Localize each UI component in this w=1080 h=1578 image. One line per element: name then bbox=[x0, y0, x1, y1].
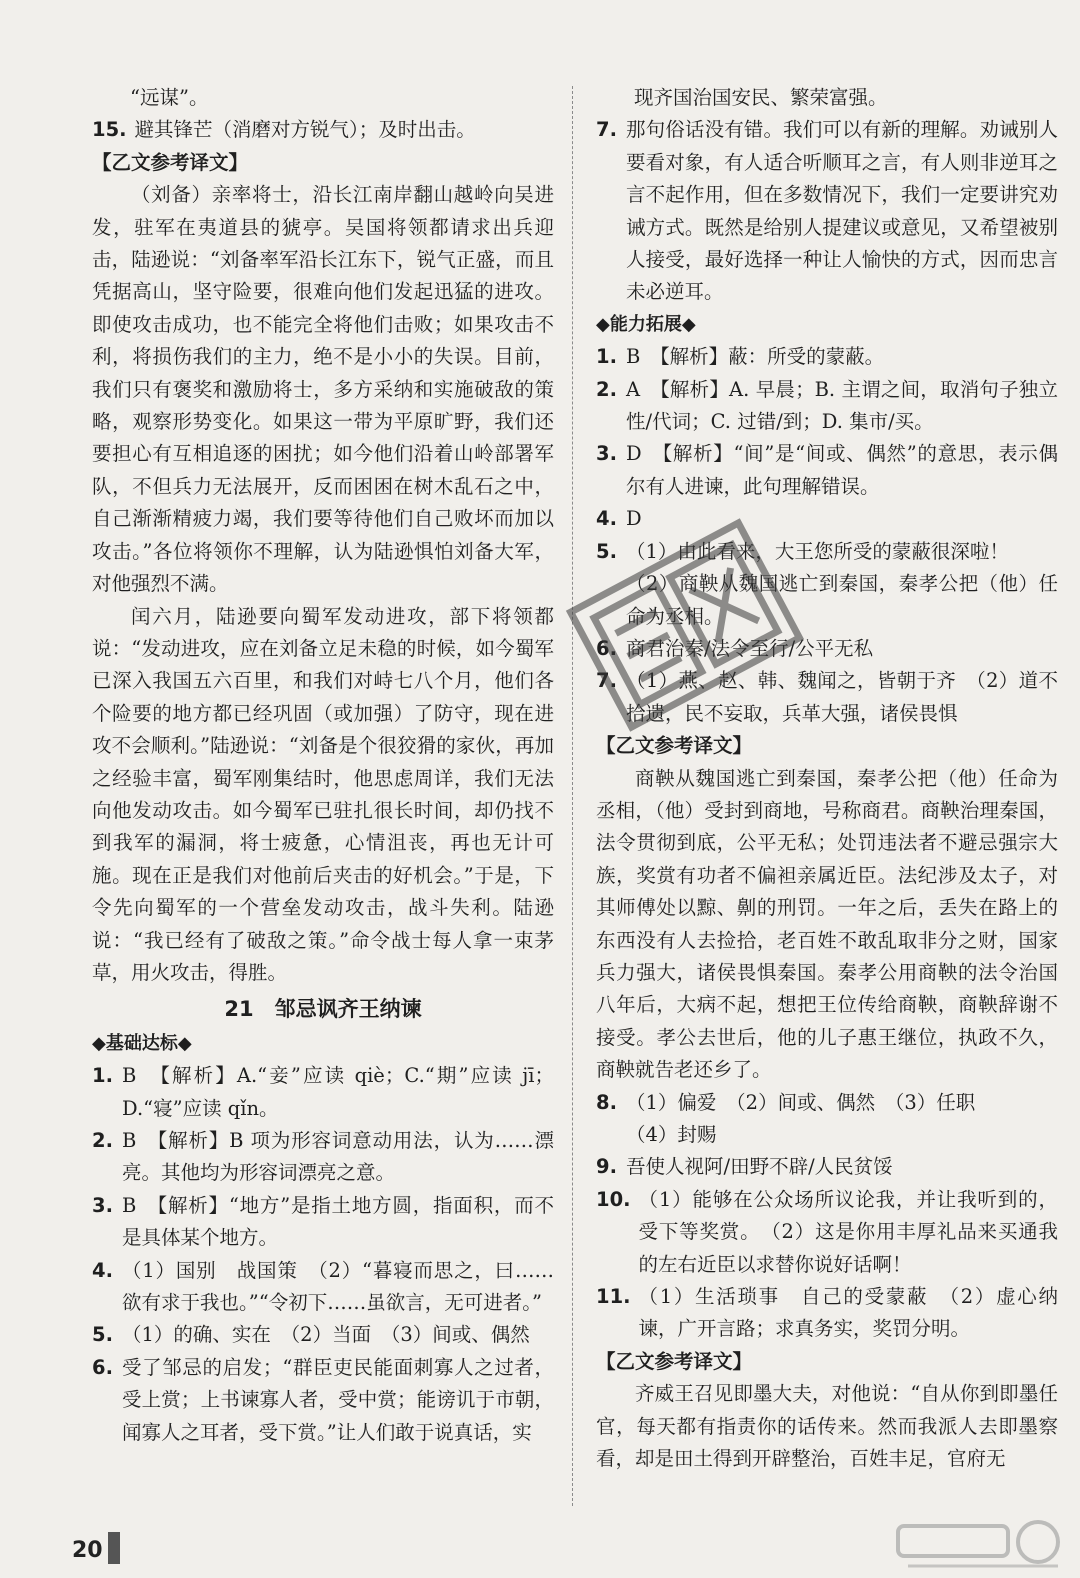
answer-item-3 bbox=[92, 1190, 554, 1255]
item-subline: （4）封赐 bbox=[626, 1123, 717, 1146]
item-number: 8. bbox=[596, 1090, 617, 1114]
answer-item-3 bbox=[596, 438, 1058, 503]
item-text: 受了邹忌的启发；“群臣吏民能面刺寡人之过者，受上赏；上书谏寡人者，受中赏；能谤讥于市朝，闻寡人之耳者，受下赏。”让人们敢于说真话，实 bbox=[122, 1355, 554, 1444]
translation-header: 【乙文参考译文】 bbox=[92, 150, 249, 174]
translation-paragraph: 闰六月，陆逊要向蜀军发动进攻，部下将领都说：“发动进攻，应在刘备立足未稳的时候，如今蜀军已深入我国五六百里，和我们对峙七八个月，他们各个险要的地方都已经巩固（或加强）了防守，现在进攻不会顺利。”陆逊说：“刘备是个很狡猾的家伙，再加之经验丰富，蜀军刚集结时，他思虑周详，我们无法向他发动攻击。如今蜀军已驻扎很长时间，却仍找不到我军的漏洞，将士疲惫，心情沮丧，再也无计可施。现在正是我们对他前后夹击的好机会。”于是，下令先向蜀军的一个营垒发动攻击，战斗失利。陆逊说：“我已经有了破敌之策。”命令战士每人拿一束茅草，用火攻击，得胜。 bbox=[92, 604, 554, 984]
item-number: 10. bbox=[596, 1187, 631, 1211]
item-number: 4. bbox=[596, 507, 617, 531]
item-text: （1）能够在公众场所议论我，并让我听到的，受下等奖赏。 （2）这是你用丰厚礼品来买通我的左右近臣以求替你说好话啊！ bbox=[638, 1187, 1058, 1276]
left-column bbox=[92, 82, 554, 1449]
answer-item-5 bbox=[596, 536, 1058, 633]
answer-item-6 bbox=[596, 633, 1058, 665]
answer-item-4 bbox=[92, 1255, 554, 1320]
section-header-basic: ◆基础达标◆ bbox=[92, 1032, 192, 1054]
item-number: 3. bbox=[92, 1193, 113, 1217]
item-text: （1）国别 战国策 （2）“暮寝而思之，曰……欲有求于我也。”“令初下……虽欲言，无可进者。” bbox=[122, 1258, 554, 1315]
answer-item-4 bbox=[596, 503, 1058, 535]
item-number: 9. bbox=[596, 1155, 617, 1179]
item-number: 5. bbox=[596, 539, 617, 563]
item-text: B 【解析】“地方”是指土地方圆，指面积，而不是具体某个地方。 bbox=[122, 1193, 554, 1250]
item-number: 6. bbox=[596, 636, 617, 660]
item-text: B 【解析】A.“妾”应读 qiè；C.“期”应读 jī；D.“寝”应读 qǐn。 bbox=[122, 1064, 554, 1120]
item-number: 3. bbox=[596, 442, 617, 466]
answer-item-6 bbox=[92, 1352, 554, 1449]
answer-item-7 bbox=[596, 114, 1058, 308]
answer-item-1 bbox=[92, 1060, 554, 1125]
answer-item-11 bbox=[596, 1281, 1058, 1346]
watermark-logo-icon bbox=[888, 1518, 1068, 1574]
item-number: 6. bbox=[92, 1355, 113, 1379]
answer-item-7 bbox=[596, 665, 1058, 730]
item-text: 吾使人视阿/田野不辟/人民贫馁 bbox=[626, 1155, 893, 1179]
item-number: 5. bbox=[92, 1323, 113, 1347]
item-number: 1. bbox=[92, 1064, 113, 1088]
item-number: 7. bbox=[596, 118, 617, 142]
translation-header: 【乙文参考译文】 bbox=[596, 734, 753, 758]
item-text: 避其锋芒（消磨对方锐气）；及时出击。 bbox=[134, 118, 476, 142]
translation-paragraph: 齐威王召见即墨大夫，对他说：“自从你到即墨任官，每天都有指责你的话传来。然而我派人去即墨察看，却是田土得到开辟整治，百姓丰足，官府无 bbox=[596, 1382, 1058, 1471]
item-text: 那句俗话没有错。我们可以有新的理解。劝诫别人要看对象，有人适合听顺耳之言，有人则非逆耳之言不起作用，但在多数情况下，我们一定要讲究劝诫方式。既然是给别人提建议或意见，又希望被别人接受，最好选择一种让人愉快的方式，因而忠言未必逆耳。 bbox=[626, 118, 1058, 304]
answer-item-15 bbox=[92, 114, 554, 146]
line-continuation: 现齐国治国安民、繁荣富强。 bbox=[634, 86, 888, 109]
item-subline: （1）偏爱 （2）间或、偶然 （3）任职 bbox=[626, 1090, 976, 1114]
item-number: 7. bbox=[596, 669, 617, 693]
item-text bbox=[626, 536, 1058, 633]
line-continuation: “远谋”。 bbox=[130, 86, 209, 109]
item-text: 商君治秦/法令至行/公平无私 bbox=[626, 636, 874, 660]
translation-paragraph: （刘备）亲率将士，沿长江南岸翻山越岭向吴进发，驻军在夷道县的猇亭。吴国将领都请求出兵迎击，陆逊说：“刘备率军沿长江东下，锐气正盛，而且凭据高山，坚守险要，很难向他们发起迅猛的进攻。即使攻击成功，也不能完全将他们击败；如果攻击不利，将损伤我们的主力，绝不是小小的失误。目前，我们只有褒奖和激励将士，多方采纳和实施破敌的策略，观察形势变化。如果这一带为平原旷野，我们还要担心有互相追逐的困扰；如今他们沿着山岭部署军队，不但兵力无法展开，反而困困在树木乱石之中，自己渐渐精疲力竭，我们要等待他们自己败坏而加以攻击。”各位将领你不理解，认为陆逊惧怕刘备大军，对他强烈不满。 bbox=[92, 183, 554, 596]
item-subline: （2）商鞅从魏国逃亡到秦国，秦孝公把（他）任命为丞相。 bbox=[626, 572, 1058, 628]
answer-item-8 bbox=[596, 1087, 1058, 1152]
answer-item-10 bbox=[596, 1184, 1058, 1281]
item-number: 2. bbox=[92, 1129, 113, 1152]
item-text: （1）燕、赵、韩、魏闻之，皆朝于齐 （2）道不拾遗，民不妄取，兵革大强，诸侯畏惧 bbox=[626, 669, 1058, 725]
chapter-title: 21 邹忌讽齐王纳谏 bbox=[224, 997, 422, 1022]
page-number: 20 bbox=[72, 1538, 103, 1563]
item-number: 1. bbox=[596, 345, 617, 369]
column-divider bbox=[572, 86, 573, 1506]
section-header-extended: ◆能力拓展◆ bbox=[596, 313, 696, 335]
item-text: （1）生活琐事 自己的受蒙蔽 （2）虚心纳谏，广开言路；求真务实，奖罚分明。 bbox=[638, 1285, 1058, 1341]
translation-paragraph: 商鞅从魏国逃亡到秦国，秦孝公把（他）任命为丞相，（他）受封到商地，号称商君。商鞅治理秦国，法令贯彻到底，公平无私；处罚违法者不避忌强宗大族，奖赏有功者不偏袒亲属近臣。法纪涉及太子，对其师傅处以黥、劓的刑罚。一年之后，丢失在路上的东西没有人去捡拾，老百姓不敢乱取非分之财，国家兵力强大，诸侯畏惧秦国。秦孝公用商鞅的法令治国八年后，大病不起，想把王位传给商鞅，商鞅辞谢不接受。孝公去世后，他的儿子惠王继位，执政不久，商鞅就告老还乡了。 bbox=[596, 766, 1058, 1082]
answer-item-5 bbox=[92, 1319, 554, 1351]
page-number-bar bbox=[108, 1532, 120, 1564]
answer-item-1 bbox=[596, 341, 1058, 373]
item-number: 15. bbox=[92, 118, 127, 142]
item-text: D 【解析】“间”是“间或、偶然”的意思，表示偶尔有人进谏，此句理解错误。 bbox=[626, 442, 1058, 498]
item-subline: （1）由此看来，大王您所受的蒙蔽很深啦！ bbox=[626, 539, 1009, 563]
item-number: 2. bbox=[596, 377, 617, 401]
translation-header: 【乙文参考译文】 bbox=[596, 1349, 753, 1373]
item-number: 4. bbox=[92, 1258, 113, 1282]
item-text: D bbox=[626, 507, 642, 531]
item-text: （1）的确、实在 （2）当面 （3）间或、偶然 bbox=[122, 1323, 530, 1347]
item-text: B 【解析】蔽：所受的蒙蔽。 bbox=[626, 345, 885, 369]
answer-item-9 bbox=[596, 1151, 1058, 1183]
item-number: 11. bbox=[596, 1285, 631, 1309]
answer-item-2 bbox=[596, 374, 1058, 439]
answer-item-2 bbox=[92, 1125, 554, 1190]
item-text: A 【解析】A. 早晨；B. 主谓之间，取消句子独立性/代词；C. 过错/到；D. 集市/买。 bbox=[626, 377, 1058, 434]
item-text: B 【解析】B 项为形容词意动用法，认为……漂亮。其他均为形容词漂亮之意。 bbox=[122, 1129, 554, 1185]
right-column bbox=[596, 82, 1058, 1475]
item-text bbox=[626, 1087, 1058, 1152]
